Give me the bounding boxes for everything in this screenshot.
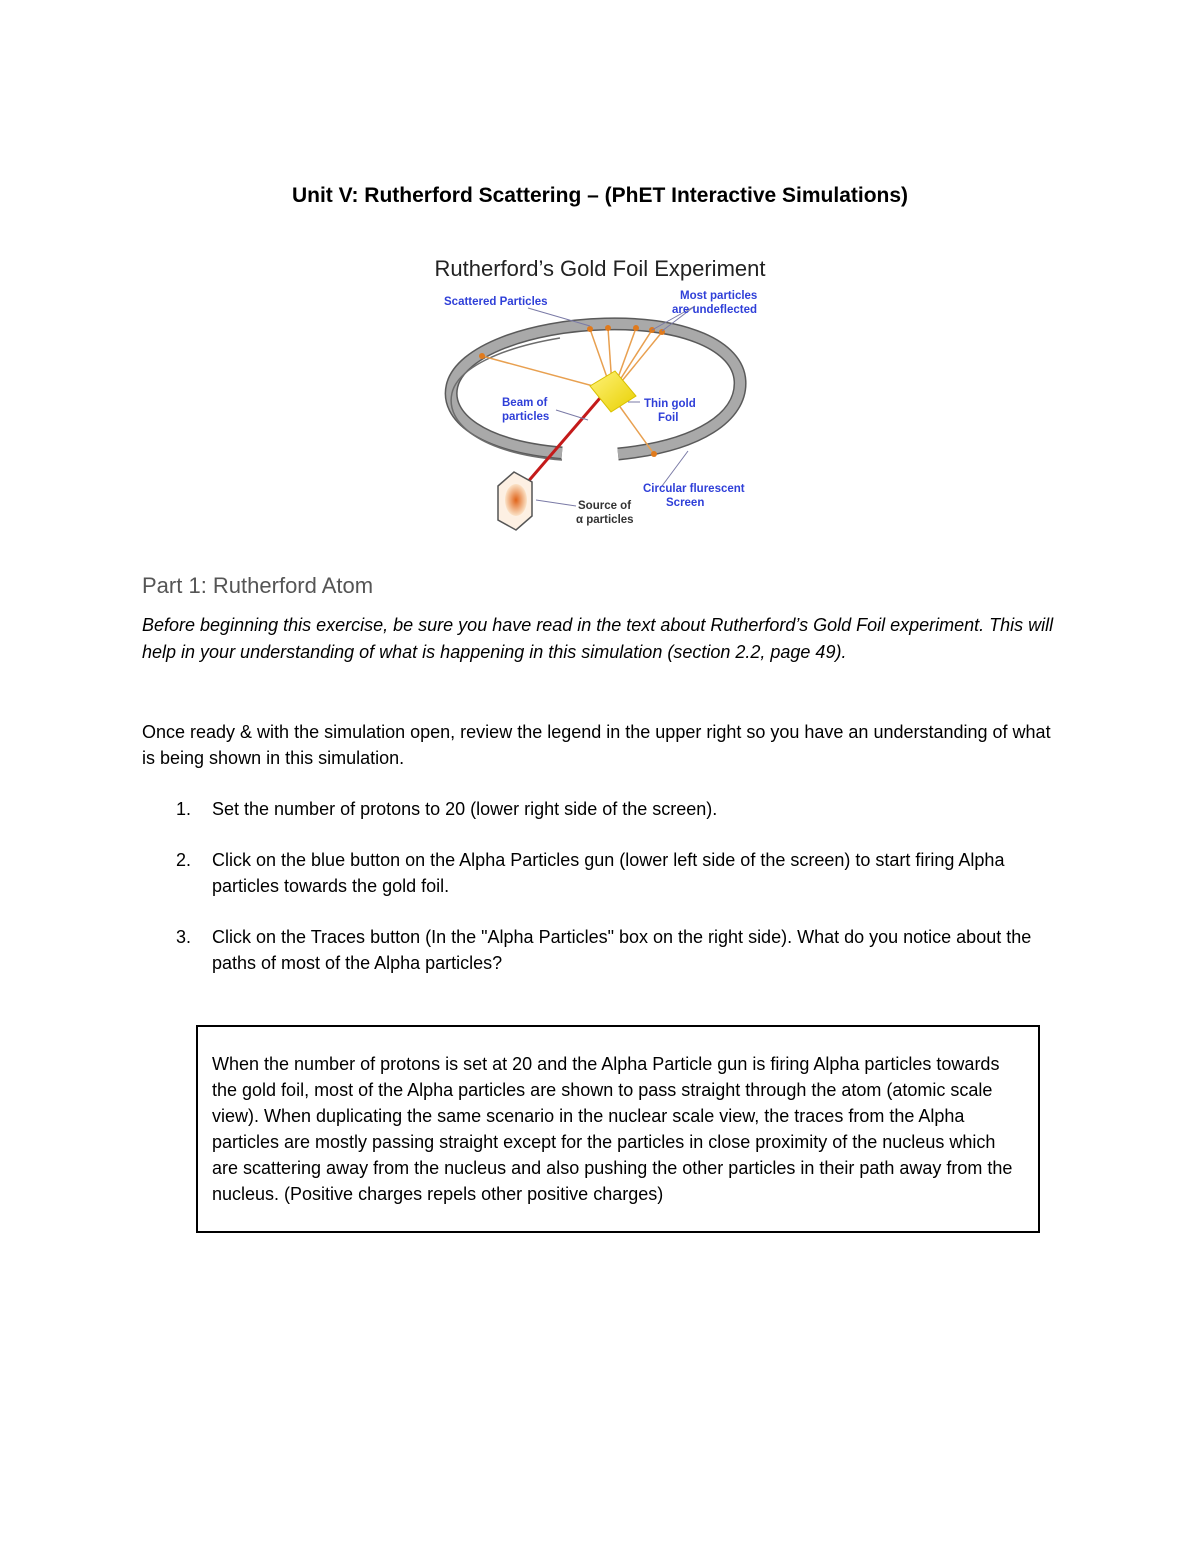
figure-title: Rutherford’s Gold Foil Experiment (434, 256, 766, 281)
label-beam-2: particles (502, 411, 550, 423)
label-most-particles-1: Most particles (680, 290, 758, 302)
list-item (142, 847, 1042, 899)
list-text: Click on the blue button on the Alpha Particles gun (lower left side of the screen) to start firing Alpha particles towards the gold foil. (212, 850, 1005, 896)
label-foil-2: Foil (658, 412, 679, 424)
label-source-2: α particles (576, 514, 634, 526)
label-source-1: Source of (578, 500, 632, 512)
label-scattered-particles: Scattered Particles (444, 296, 548, 308)
list-text: Set the number of protons to 20 (lower right side of the screen). (212, 799, 718, 819)
label-most-particles-2: are undeflected (672, 304, 757, 316)
label-foil-1: Thin gold (644, 398, 696, 410)
label-beam-1: Beam of (502, 397, 548, 409)
alpha-source (498, 472, 532, 530)
label-screen-2: Screen (666, 497, 705, 509)
list-number: 1. (176, 799, 192, 819)
label-screen-1: Circular flurescent (643, 483, 745, 495)
part1-heading: Part 1: Rutherford Atom (142, 573, 374, 598)
intro-paragraph: Once ready & with the simulation open, review the legend in the upper right so you have an understanding of what is being shown in this simulation. (142, 722, 1051, 768)
instruction-list (142, 796, 1042, 1001)
gold-foil-diagram (440, 286, 760, 536)
list-item (142, 796, 1042, 822)
document-title: Unit V: Rutherford Scattering – (PhET Interactive Simulations) (291, 184, 909, 207)
intro-italic-paragraph: Before beginning this exercise, be sure you have read in the text about Rutherford’s Gold Foil experiment. This will help in your understanding of what is happening in this simulation (section 2.2, page 49). (142, 615, 1054, 662)
list-number: 2. (176, 850, 192, 870)
list-number: 3. (176, 927, 192, 947)
answer-box: When the number of protons is set at 20 and the Alpha Particle gun is firing Alpha particles towards the gold foil, most of the Alpha particles are shown to pass straight through the atom (atomic scale view). When duplicating the same scenario in the nuclear scale view, the traces from the Alpha particles are mostly passing straight except for the particles in close proximity of the nucleus which are scattering away from the nucleus and also pushing the other particles in their path away from the nucleus. (Positive charges repels other positive charges) (196, 1025, 1040, 1233)
list-text: Click on the Traces button (In the "Alpha Particles" box on the right side). What do you notice about the paths of most of the Alpha particles? (212, 927, 1032, 973)
gold-foil-diagram-svg (440, 286, 760, 536)
gold-foil (590, 371, 636, 412)
list-item (142, 924, 1042, 976)
